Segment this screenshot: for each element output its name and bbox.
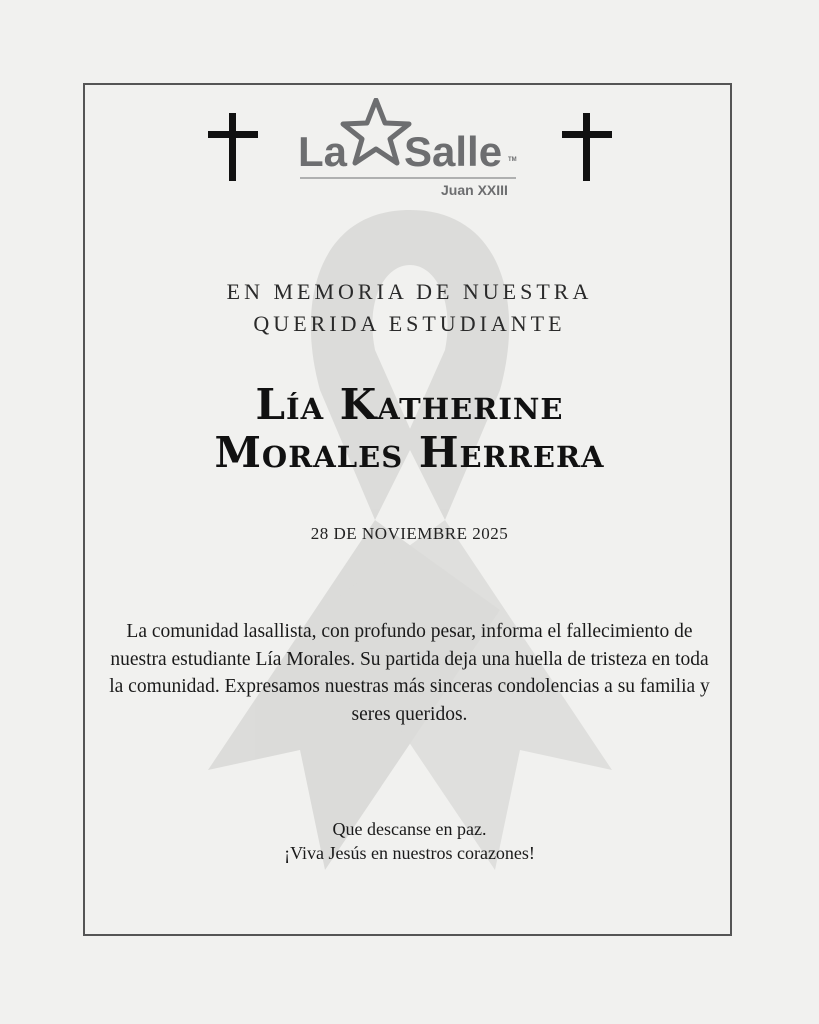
logo-campus: Juan XXIII <box>441 182 508 198</box>
logo-brand-right: Salle <box>404 128 503 175</box>
logo-brand-left: La <box>298 128 348 175</box>
memorial-heading-line-1: EN MEMORIA DE NUESTRA <box>226 279 593 304</box>
memorial-date: 28 DE NOVIEMBRE 2025 <box>310 524 509 543</box>
memorial-heading-line-2: QUERIDA ESTUDIANTE <box>253 311 566 336</box>
la-salle-logo <box>296 98 521 200</box>
cross-icon <box>208 113 258 181</box>
closing-line-2: ¡Viva Jesús en nuestros corazones! <box>284 843 535 863</box>
condolence-message: La comunidad lasallista, con profundo pesar, informa el fallecimiento de nuestra estudiante Lía Morales. Su partida deja una huella de tristeza en toda la comunidad. Expresamos nuestras más sinceras condolencias a su familia y seres queridos. <box>109 621 710 725</box>
student-name-line-1: Lía Katherine <box>255 380 564 429</box>
closing-line-1: Que descanse en paz. <box>332 819 487 839</box>
cross-icon <box>562 113 612 181</box>
star-icon <box>343 100 409 163</box>
logo-trademark: TM <box>508 157 517 163</box>
student-name-line-2: Morales Herrera <box>214 428 605 477</box>
